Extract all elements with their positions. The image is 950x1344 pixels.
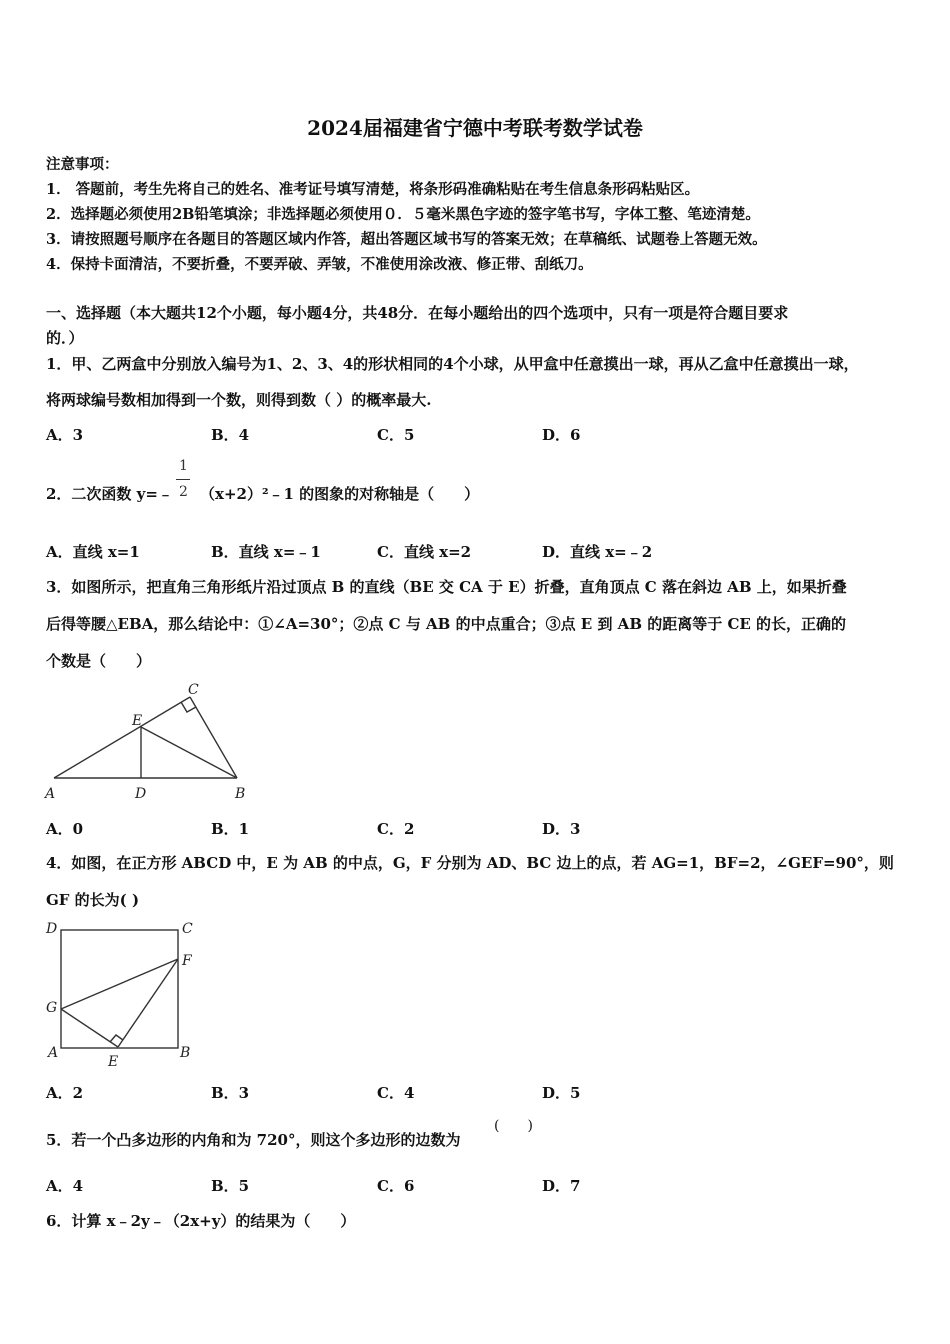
option-b: B．4 [211, 426, 250, 444]
label-c: C [188, 682, 199, 698]
label-d: D [46, 921, 58, 937]
question-3-text: 3．如图所示，把直角三角形纸片沿过顶点 B 的直线（BE 交 CA 于 E）折叠，直角顶点 C 落在斜边 AB 上，如果折叠 [46, 578, 847, 596]
option-b: B．直线 x=﹣1 [211, 543, 321, 561]
option-d: D．7 [542, 1177, 581, 1195]
option-a: A．2 [46, 1084, 84, 1102]
notice-item: 2．选择题必须使用2B铅笔填涂；非选择题必须使用０．５毫米黑色字迹的签字笔书写，字体工整、笔迹清楚。 [46, 206, 760, 223]
triangle-figure [40, 680, 255, 805]
fraction-denominator: 2 [179, 484, 188, 500]
question-5-text: 5．若一个凸多边形的内角和为 720°，则这个多边形的边数为 [46, 1131, 461, 1149]
label-a: A [45, 786, 56, 802]
label-d: D [135, 786, 147, 802]
label-f: F [182, 953, 192, 969]
question-4-text: GF 的长为( ) [46, 891, 140, 909]
option-a: A．4 [46, 1177, 84, 1195]
question-1-text: 1．甲、乙两盒中分别放入编号为1、2、3、4的形状相同的4个小球，从甲盒中任意摸出一球，再从乙盒中任意摸出一球， [46, 355, 859, 373]
notice-item: 3．请按照题号顺序在各题目的答题区域内作答，超出答题区域书写的答案无效；在草稿纸、试题卷上答题无效。 [46, 231, 767, 248]
label-b: B [180, 1045, 191, 1061]
option-c: C．4 [377, 1084, 415, 1102]
question-2-suffix: （x+2）²﹣1 的图象的对称轴是（ ） [200, 485, 480, 503]
notice-item: 4．保持卡面清洁，不要折叠，不要弄破、弄皱，不准使用涂改液、修正带、刮纸刀。 [46, 256, 593, 273]
label-a: A [48, 1045, 59, 1061]
label-e: E [108, 1054, 119, 1070]
label-b: B [235, 786, 246, 802]
option-b: B．5 [211, 1177, 250, 1195]
option-a: A．0 [46, 820, 84, 838]
option-c: C．直线 x=2 [377, 543, 472, 561]
label-e: E [132, 713, 143, 729]
section-heading: 一、选择题（本大题共12个小题，每小题4分，共48分．在每小题给出的四个选项中，只有一项是符合题目要求 [46, 304, 789, 322]
option-c: C．5 [377, 426, 415, 444]
question-3-text: 后得等腰△EBA，那么结论中：①∠A=30°；②点 C 与 AB 的中点重合；③点 E 到 AB 的距离等于 CE 的长，正确的 [46, 615, 847, 633]
option-d: D．直线 x=﹣2 [542, 543, 653, 561]
option-b: B．3 [211, 1084, 250, 1102]
option-d: D．6 [542, 426, 581, 444]
option-b: B．1 [211, 820, 250, 838]
square-figure [40, 918, 210, 1070]
option-a: A．3 [46, 426, 84, 444]
notice-heading: 注意事项： [46, 156, 119, 173]
question-1-text: 将两球编号数相加得到一个数，则得到数（ ）的概率最大. [46, 391, 432, 409]
page-title: 2024届福建省宁德中考联考数学试卷 [307, 116, 643, 140]
question-2-prefix: 2．二次函数 y=﹣ [46, 485, 173, 503]
answer-paren: ( ) [494, 1118, 533, 1134]
question-4-text: 4．如图，在正方形 ABCD 中，E 为 AB 的中点，G，F 分别为 AD、BC 边上的点，若 AG=1，BF=2，∠GEF=90°，则 [46, 854, 894, 872]
option-d: D．5 [542, 1084, 581, 1102]
fraction-numerator: 1 [179, 458, 188, 474]
fraction-bar [176, 479, 190, 480]
option-a: A．直线 x=1 [46, 543, 140, 561]
notice-item: 1． 答题前，考生先将自己的姓名、准考证号填写清楚，将条形码准确粘贴在考生信息条形码粘贴区。 [46, 181, 700, 198]
section-heading-cont: 的．） [46, 329, 84, 347]
option-d: D．3 [542, 820, 581, 838]
label-g: G [46, 1000, 58, 1016]
option-c: C．6 [377, 1177, 415, 1195]
question-3-text: 个数是（ ） [46, 652, 152, 670]
option-c: C．2 [377, 820, 415, 838]
label-c: C [182, 921, 193, 937]
question-6-text: 6．计算 x﹣2y﹣（2x+y）的结果为（ ） [46, 1212, 356, 1230]
